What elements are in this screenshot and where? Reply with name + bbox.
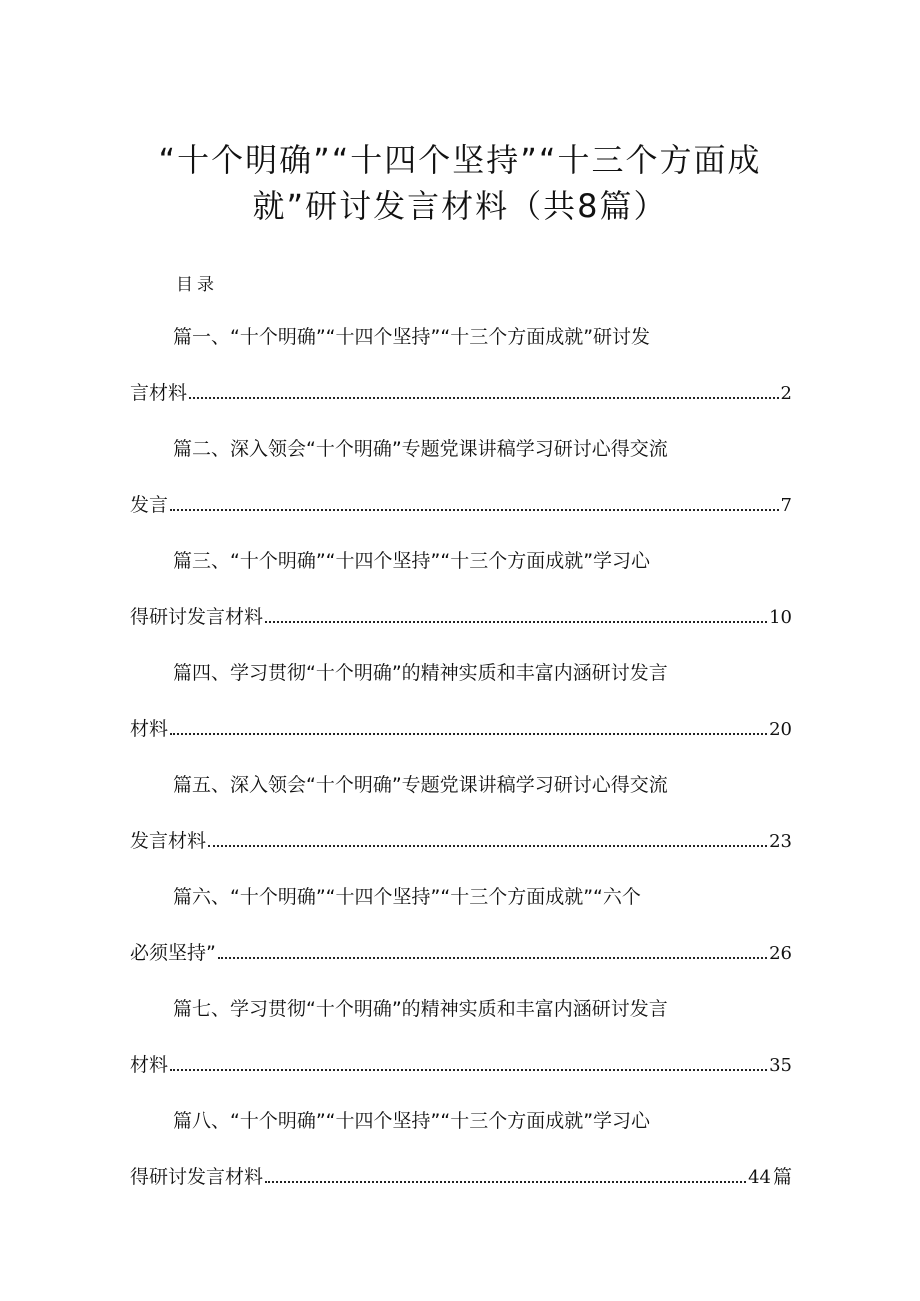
toc-leader-dots xyxy=(189,397,779,399)
toc-entry-8-page: 44 xyxy=(748,1167,771,1188)
toc-label: 目录 xyxy=(176,275,218,295)
toc-leader-dots xyxy=(265,1181,746,1183)
toc-entry-7-title: 篇七、学习贯彻“十个明确”的精神实质和丰富内涵研讨发言 xyxy=(173,998,668,1020)
toc-entry-1-title: 篇一、“十个明确”“十四个坚持”“十三个方面成就”研讨发 xyxy=(173,326,651,348)
toc-entry-6-continuation xyxy=(130,938,792,965)
toc-entry-4-continuation xyxy=(130,714,792,741)
toc-entry-7-title-end: 材料 xyxy=(130,1054,169,1076)
toc-entry-6-title-end: 必须坚持” xyxy=(130,942,216,964)
toc-entry-4-page: 20 xyxy=(769,719,792,740)
document-title-line-1: “十个明确”“十四个坚持”“十三个方面成 xyxy=(158,141,762,179)
toc-entry-3-page: 10 xyxy=(769,607,792,628)
toc-entry-2-page: 7 xyxy=(780,495,792,516)
toc-leader-dots xyxy=(170,509,779,511)
toc-entry-5-title-end: 发言材料 xyxy=(130,830,207,852)
toc-entry-6-page: 26 xyxy=(769,943,792,964)
toc-entry-2-continuation xyxy=(130,490,792,517)
toc-entry-7-continuation xyxy=(130,1050,792,1077)
toc-entry-5-page: 23 xyxy=(769,831,792,852)
toc-entry-1-title-end: 言材料 xyxy=(130,382,188,404)
toc-entry-3-title: 篇三、“十个明确”“十四个坚持”“十三个方面成就”学习心 xyxy=(173,550,651,572)
toc-leader-dots xyxy=(218,957,767,959)
toc-entry-3-continuation xyxy=(130,602,792,629)
toc-entry-2-title-end: 发言 xyxy=(130,494,169,516)
toc-leader-dots xyxy=(265,621,767,623)
toc-entry-8-tail-text: 篇 xyxy=(772,1166,792,1188)
toc-entry-5-title: 篇五、深入领会“十个明确”专题党课讲稿学习研讨心得交流 xyxy=(173,774,668,796)
toc-entry-4-title: 篇四、学习贯彻“十个明确”的精神实质和丰富内涵研讨发言 xyxy=(173,662,668,684)
toc-entry-4-title-end: 材料 xyxy=(130,718,169,740)
toc-leader-dots xyxy=(170,733,767,735)
toc-entry-2-title: 篇二、深入领会“十个明确”专题党课讲稿学习研讨心得交流 xyxy=(173,438,668,460)
toc-entry-5-continuation xyxy=(130,826,792,853)
toc-entry-8-title: 篇八、“十个明确”“十四个坚持”“十三个方面成就”学习心 xyxy=(173,1110,651,1132)
toc-entry-1-continuation xyxy=(130,378,792,405)
toc-leader-dots xyxy=(170,1069,767,1071)
toc-entry-6-title: 篇六、“十个明确”“十四个坚持”“十三个方面成就”“六个 xyxy=(173,886,641,908)
toc-leader-dots xyxy=(208,845,767,847)
toc-entry-1-page: 2 xyxy=(780,383,792,404)
toc-entry-7-page: 35 xyxy=(769,1055,792,1076)
toc-entry-3-title-end: 得研讨发言材料 xyxy=(130,606,264,628)
toc-entry-8-continuation xyxy=(130,1162,792,1189)
document-title-line-2: 就”研讨发言材料（共8篇） xyxy=(252,187,668,225)
toc-entry-8-title-end: 得研讨发言材料 xyxy=(130,1166,264,1188)
